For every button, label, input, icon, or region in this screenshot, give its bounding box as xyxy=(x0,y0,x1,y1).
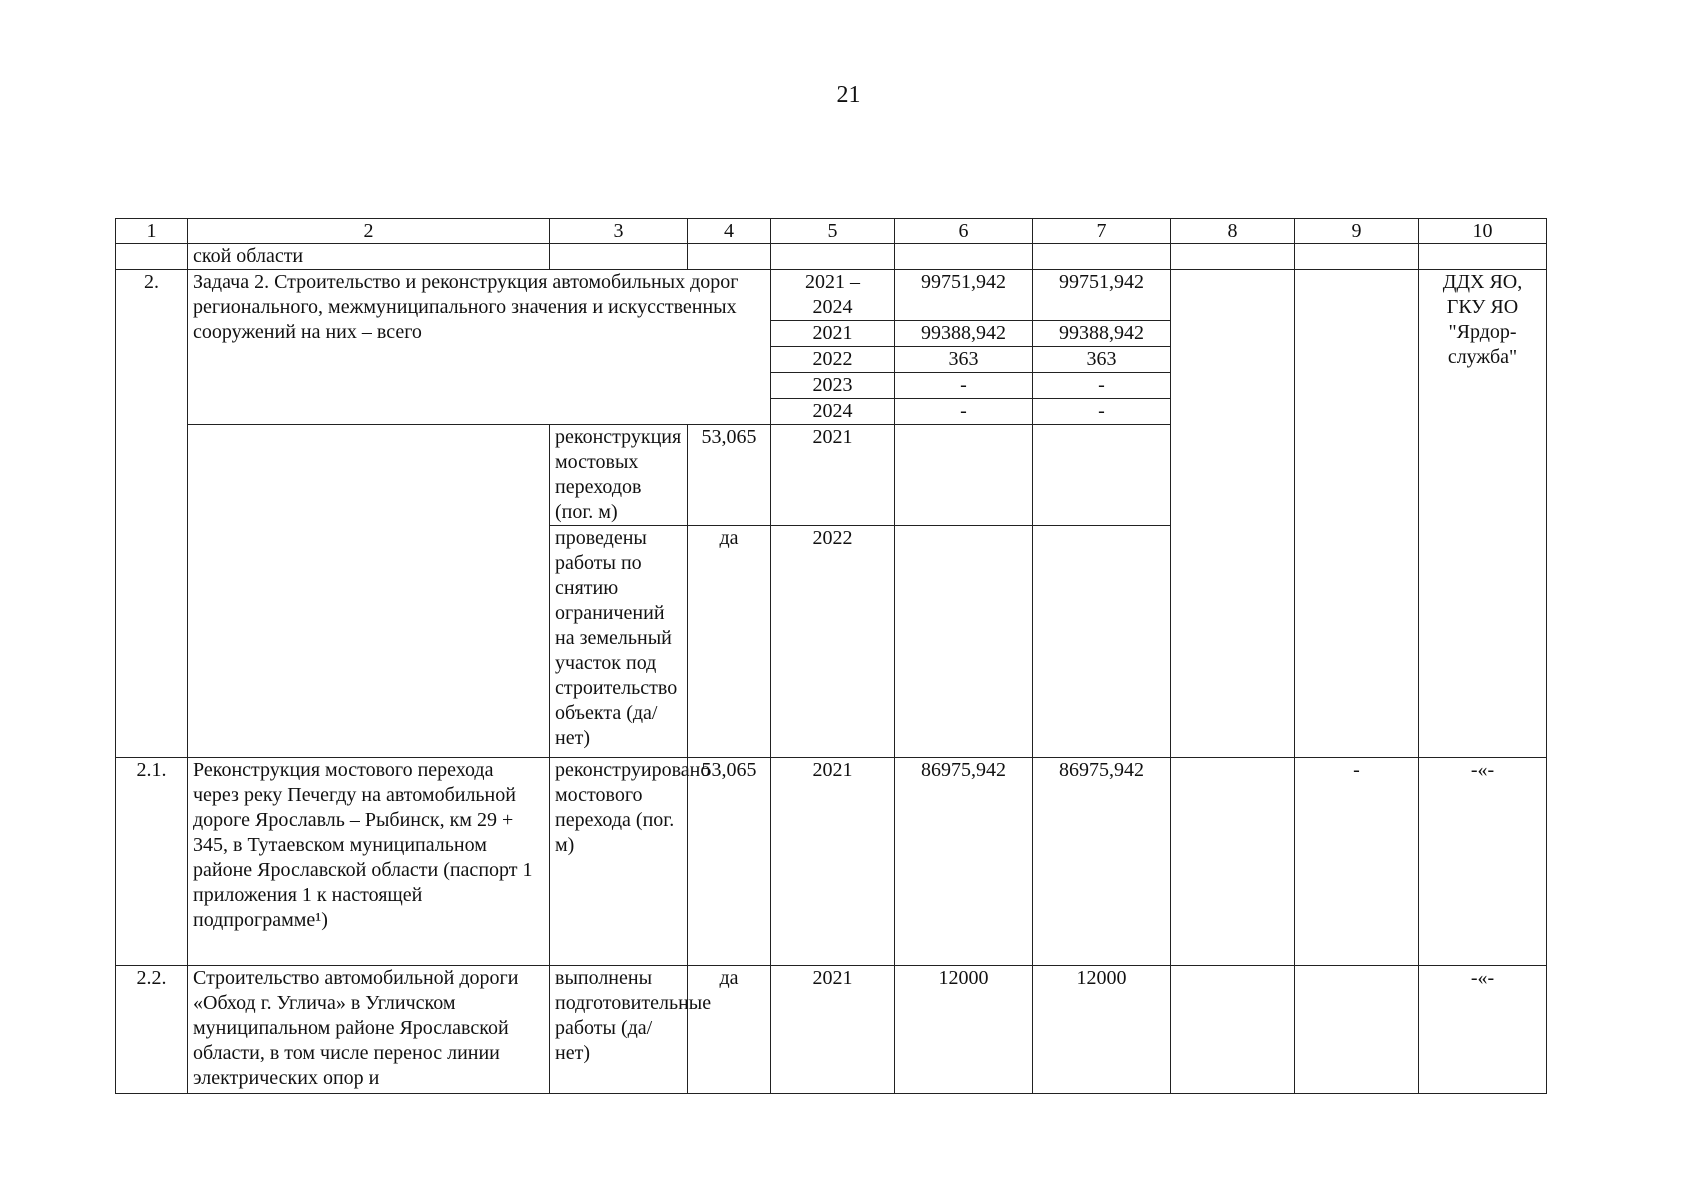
column-number: 2 xyxy=(188,219,550,244)
indicator-name: проведены работы по снятию ограничений на земельный участок под строительство объекта (да/нет) xyxy=(550,526,688,758)
period-year: 2021 xyxy=(771,321,895,347)
row-indicator: выполнены подготовительные работы (да/нет) xyxy=(550,966,688,1094)
column-number: 10 xyxy=(1419,219,1547,244)
column-number: 9 xyxy=(1295,219,1419,244)
row-indicator: реконструировано мостового перехода (пог. м) xyxy=(550,758,688,966)
period-regional: - xyxy=(1033,399,1171,425)
row-total: 86975,942 xyxy=(895,758,1033,966)
period-regional: 363 xyxy=(1033,347,1171,373)
row-col8 xyxy=(1171,758,1295,966)
period-total: 363 xyxy=(895,347,1033,373)
indicator-year: 2021 xyxy=(771,425,895,526)
period-total: - xyxy=(895,399,1033,425)
row-col9: - xyxy=(1295,758,1419,966)
period-total: 99388,942 xyxy=(895,321,1033,347)
column-number: 3 xyxy=(550,219,688,244)
row-value: 53,065 xyxy=(688,758,771,966)
period-regional: 99751,942 xyxy=(1033,270,1171,321)
table-row xyxy=(116,966,1547,1094)
indicator-value: да xyxy=(688,526,771,758)
period-total: 99751,942 xyxy=(895,270,1033,321)
row-col9 xyxy=(1295,966,1419,1094)
period-year: 2023 xyxy=(771,373,895,399)
task-title: Задача 2. Строительство и реконструкция автомобильных дорог регионального, межмуниципального значения и искусственных сооружений на них – всего xyxy=(188,270,771,425)
indicator-blank xyxy=(188,425,550,758)
continuation-text: ской области xyxy=(188,244,550,270)
continuation-row xyxy=(116,244,1547,270)
task-row xyxy=(116,270,1547,321)
page-number: 21 xyxy=(836,82,861,108)
indicator-name: реконструкция мостовых переходов (пог. м) xyxy=(550,425,688,526)
column-number: 7 xyxy=(1033,219,1171,244)
row-name: Строительство автомобильной дороги «Обход г. Углича» в Угличском муниципальном районе Ярославской области, в том числе перенос линии электрических опор и xyxy=(188,966,550,1094)
column-number: 5 xyxy=(771,219,895,244)
period-total: - xyxy=(895,373,1033,399)
row-executor: -«- xyxy=(1419,758,1547,966)
period-regional: - xyxy=(1033,373,1171,399)
period-year: 2022 xyxy=(771,347,895,373)
period-year: 2021 – 2024 xyxy=(771,270,895,321)
row-number: 2. xyxy=(116,270,188,758)
task-col8 xyxy=(1171,270,1295,758)
period-regional: 99388,942 xyxy=(1033,321,1171,347)
row-total: 12000 xyxy=(895,966,1033,1094)
period-year: 2024 xyxy=(771,399,895,425)
column-number: 4 xyxy=(688,219,771,244)
indicator-value: 53,065 xyxy=(688,425,771,526)
row-col8 xyxy=(1171,966,1295,1094)
row-year: 2021 xyxy=(771,966,895,1094)
row-number: 2.2. xyxy=(116,966,188,1094)
row-name: Реконструкция мостового перехода через реку Печегду на автомобильной дороге Ярославль – Рыбинск, км 29 + 345, в Тутаевском муниципальном районе Ярославской области (паспорт 1 приложения 1 к настоящей подпрограмме¹) xyxy=(188,758,550,966)
indicator-year: 2022 xyxy=(771,526,895,758)
row-executor: -«- xyxy=(1419,966,1547,1094)
row-number: 2.1. xyxy=(116,758,188,966)
column-number: 1 xyxy=(116,219,188,244)
column-number-row xyxy=(116,219,1547,244)
row-regional: 86975,942 xyxy=(1033,758,1171,966)
program-table xyxy=(115,218,1547,1094)
task-executor: ДДХ ЯО, ГКУ ЯО "Ярдор-служба" xyxy=(1419,270,1547,758)
column-number: 6 xyxy=(895,219,1033,244)
table-row xyxy=(116,758,1547,966)
row-regional: 12000 xyxy=(1033,966,1171,1094)
task-col9 xyxy=(1295,270,1419,758)
column-number: 8 xyxy=(1171,219,1295,244)
row-year: 2021 xyxy=(771,758,895,966)
row-value: да xyxy=(688,966,771,1094)
